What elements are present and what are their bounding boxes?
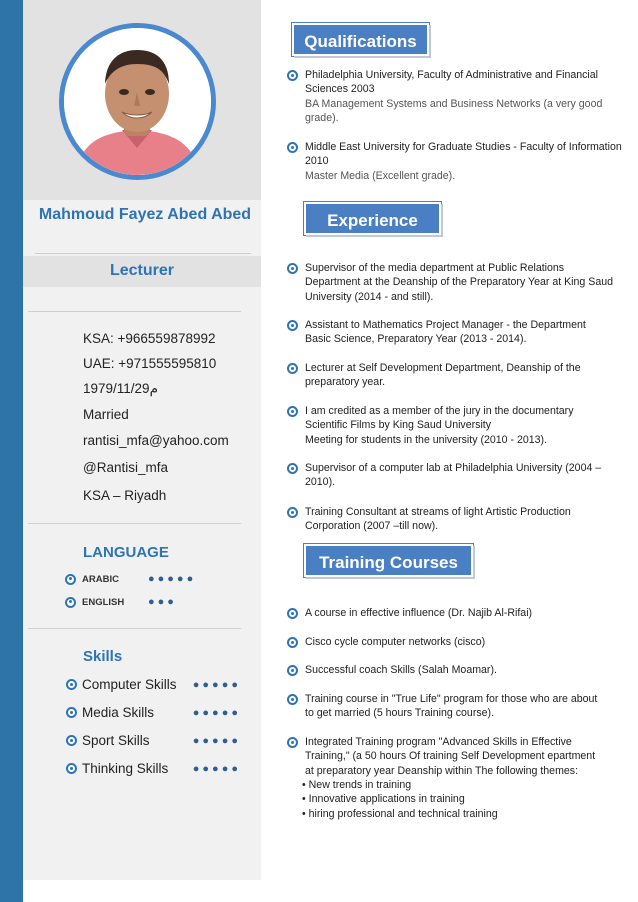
skill-item xyxy=(66,761,241,776)
level-dots-icon: ●●●●● xyxy=(192,678,241,691)
entry-line: to get married (5 hours Training course). xyxy=(305,707,495,720)
qualification-entry xyxy=(287,140,632,183)
training-entry xyxy=(287,663,632,677)
contact-phone-uae: UAE: +971555595810 xyxy=(83,356,217,371)
entry-line: Assistant to Mathematics Project Manager - the Department xyxy=(305,319,586,331)
entry-line: Lecturer at Self Development Department, Deanship of the xyxy=(305,362,581,374)
theme-item: • hiring professional and technical training xyxy=(302,807,498,820)
entry-line: Basic Science, Preparatory Year (2013 - 2014). xyxy=(305,333,527,346)
bullet-icon xyxy=(66,707,77,718)
experience-entry xyxy=(287,361,632,390)
bullet-icon xyxy=(287,463,298,474)
bullet-icon xyxy=(287,665,298,676)
entry-line: 2010). xyxy=(305,476,336,489)
contact-marital-status: Married xyxy=(83,407,129,422)
experience-heading: Experience xyxy=(304,202,441,235)
entry-line: Department at the Deanship of the Preparatory Year at King Saud xyxy=(305,276,614,289)
experience-entry xyxy=(287,404,632,447)
entry-line: Middle East University for Graduate Studies - Faculty of Information xyxy=(305,141,622,153)
entry-line: Training course in "True Life" program for those who are about xyxy=(305,693,598,705)
bullet-icon xyxy=(287,608,298,619)
bullet-icon xyxy=(65,597,76,608)
entry-line: A course in effective influence (Dr. Najib Al-Rifai) xyxy=(305,607,533,619)
person-name: Mahmoud Fayez Abed Abed xyxy=(38,206,252,223)
contact-handle: @Rantisi_mfa xyxy=(83,460,168,475)
bullet-icon xyxy=(287,320,298,331)
level-dots-icon: ●●●●● xyxy=(192,762,241,775)
training-heading: Training Courses xyxy=(304,544,473,577)
bullet-icon xyxy=(66,679,77,690)
left-accent-bar xyxy=(0,0,23,902)
entry-line: Training," (a 50 hours Of training Self Development epartment xyxy=(305,750,596,763)
language-item xyxy=(65,596,177,608)
bullet-icon xyxy=(287,263,298,274)
language-item xyxy=(65,573,196,585)
entry-detail: BA Management Systems and Business Networks (a very good xyxy=(305,97,603,110)
entry-line: I am credited as a member of the jury in the documentary xyxy=(305,405,574,417)
skill-label: Computer Skills xyxy=(82,677,177,692)
training-entry xyxy=(287,735,632,778)
bullet-icon xyxy=(287,142,298,153)
theme-item: • Innovative applications in training xyxy=(302,793,465,806)
job-title: Lecturer xyxy=(109,262,175,279)
bullet-icon xyxy=(287,637,298,648)
bullet-icon xyxy=(66,763,77,774)
skill-item xyxy=(66,677,241,692)
entry-line: preparatory year. xyxy=(305,376,386,389)
language-heading: LANGUAGE xyxy=(83,544,169,561)
entry-line: University (2014 - and still). xyxy=(305,290,434,303)
level-dots-icon: ●●● xyxy=(148,596,177,608)
contact-birthdate: 1979/11/29م xyxy=(83,381,158,396)
entry-line: Supervisor of the media department at Public Relations xyxy=(305,262,565,274)
level-dots-icon: ●●●●● xyxy=(148,573,197,585)
entry-line: Meeting for students in the university (2010 - 2013). xyxy=(305,433,548,446)
training-entry xyxy=(287,635,632,649)
bullet-icon xyxy=(287,507,298,518)
entry-line: 2010 xyxy=(305,155,329,168)
language-label: ARABIC xyxy=(82,573,119,585)
theme-item: • New trends in training xyxy=(302,779,412,791)
entry-line: Integrated Training program "Advanced Skills in Effective xyxy=(305,736,572,748)
entry-line: Successful coach Skills (Salah Moamar). xyxy=(305,664,497,676)
contact-phone-ksa: KSA: +966559878992 xyxy=(83,331,216,346)
skill-item xyxy=(66,733,241,748)
entry-line: Sciences 2003 xyxy=(305,83,375,96)
bullet-icon xyxy=(65,574,76,585)
entry-line: Philadelphia University, Faculty of Administrative and Financial xyxy=(305,69,599,81)
profile-photo xyxy=(59,23,216,180)
entry-line: Corporation (2007 –till now). xyxy=(305,520,439,533)
skill-item xyxy=(66,705,241,720)
divider xyxy=(28,523,241,524)
bullet-icon xyxy=(287,406,298,417)
level-dots-icon: ●●●●● xyxy=(192,734,241,747)
qualifications-heading: Qualifications xyxy=(292,23,429,56)
training-themes xyxy=(302,778,638,821)
skills-heading: Skills xyxy=(83,648,123,665)
bullet-icon xyxy=(287,363,298,374)
bullet-icon xyxy=(287,70,298,81)
entry-line: Training Consultant at streams of light Artistic Production xyxy=(305,506,571,518)
skill-label: Thinking Skills xyxy=(82,761,169,776)
bullet-icon xyxy=(66,735,77,746)
level-dots-icon: ●●●●● xyxy=(192,706,241,719)
divider xyxy=(35,253,251,254)
entry-line: Supervisor of a computer lab at Philadelphia University (2004 – xyxy=(305,462,602,474)
entry-detail: grade). xyxy=(305,112,339,125)
bullet-icon xyxy=(287,737,298,748)
experience-entry xyxy=(287,261,632,304)
experience-entry xyxy=(287,461,632,490)
experience-entry xyxy=(287,505,632,534)
divider xyxy=(28,311,241,312)
training-entry xyxy=(287,692,632,721)
experience-entry xyxy=(287,318,632,347)
entry-detail: Master Media (Excellent grade). xyxy=(305,169,456,182)
contact-email[interactable]: rantisi_mfa@yahoo.com xyxy=(83,433,229,448)
contact-location: KSA – Riyadh xyxy=(83,488,167,503)
qualification-entry xyxy=(287,68,632,126)
entry-line: Cisco cycle computer networks (cisco) xyxy=(305,636,486,648)
entry-line: at preparatory year Deanship within The following themes: xyxy=(305,764,579,777)
skill-label: Media Skills xyxy=(82,705,155,720)
divider xyxy=(28,628,241,629)
training-entry xyxy=(287,606,632,620)
entry-line: Scientific Films by King Saud University xyxy=(305,419,492,432)
skill-label: Sport Skills xyxy=(82,733,150,748)
language-label: ENGLISH xyxy=(82,596,125,608)
bullet-icon xyxy=(287,694,298,705)
